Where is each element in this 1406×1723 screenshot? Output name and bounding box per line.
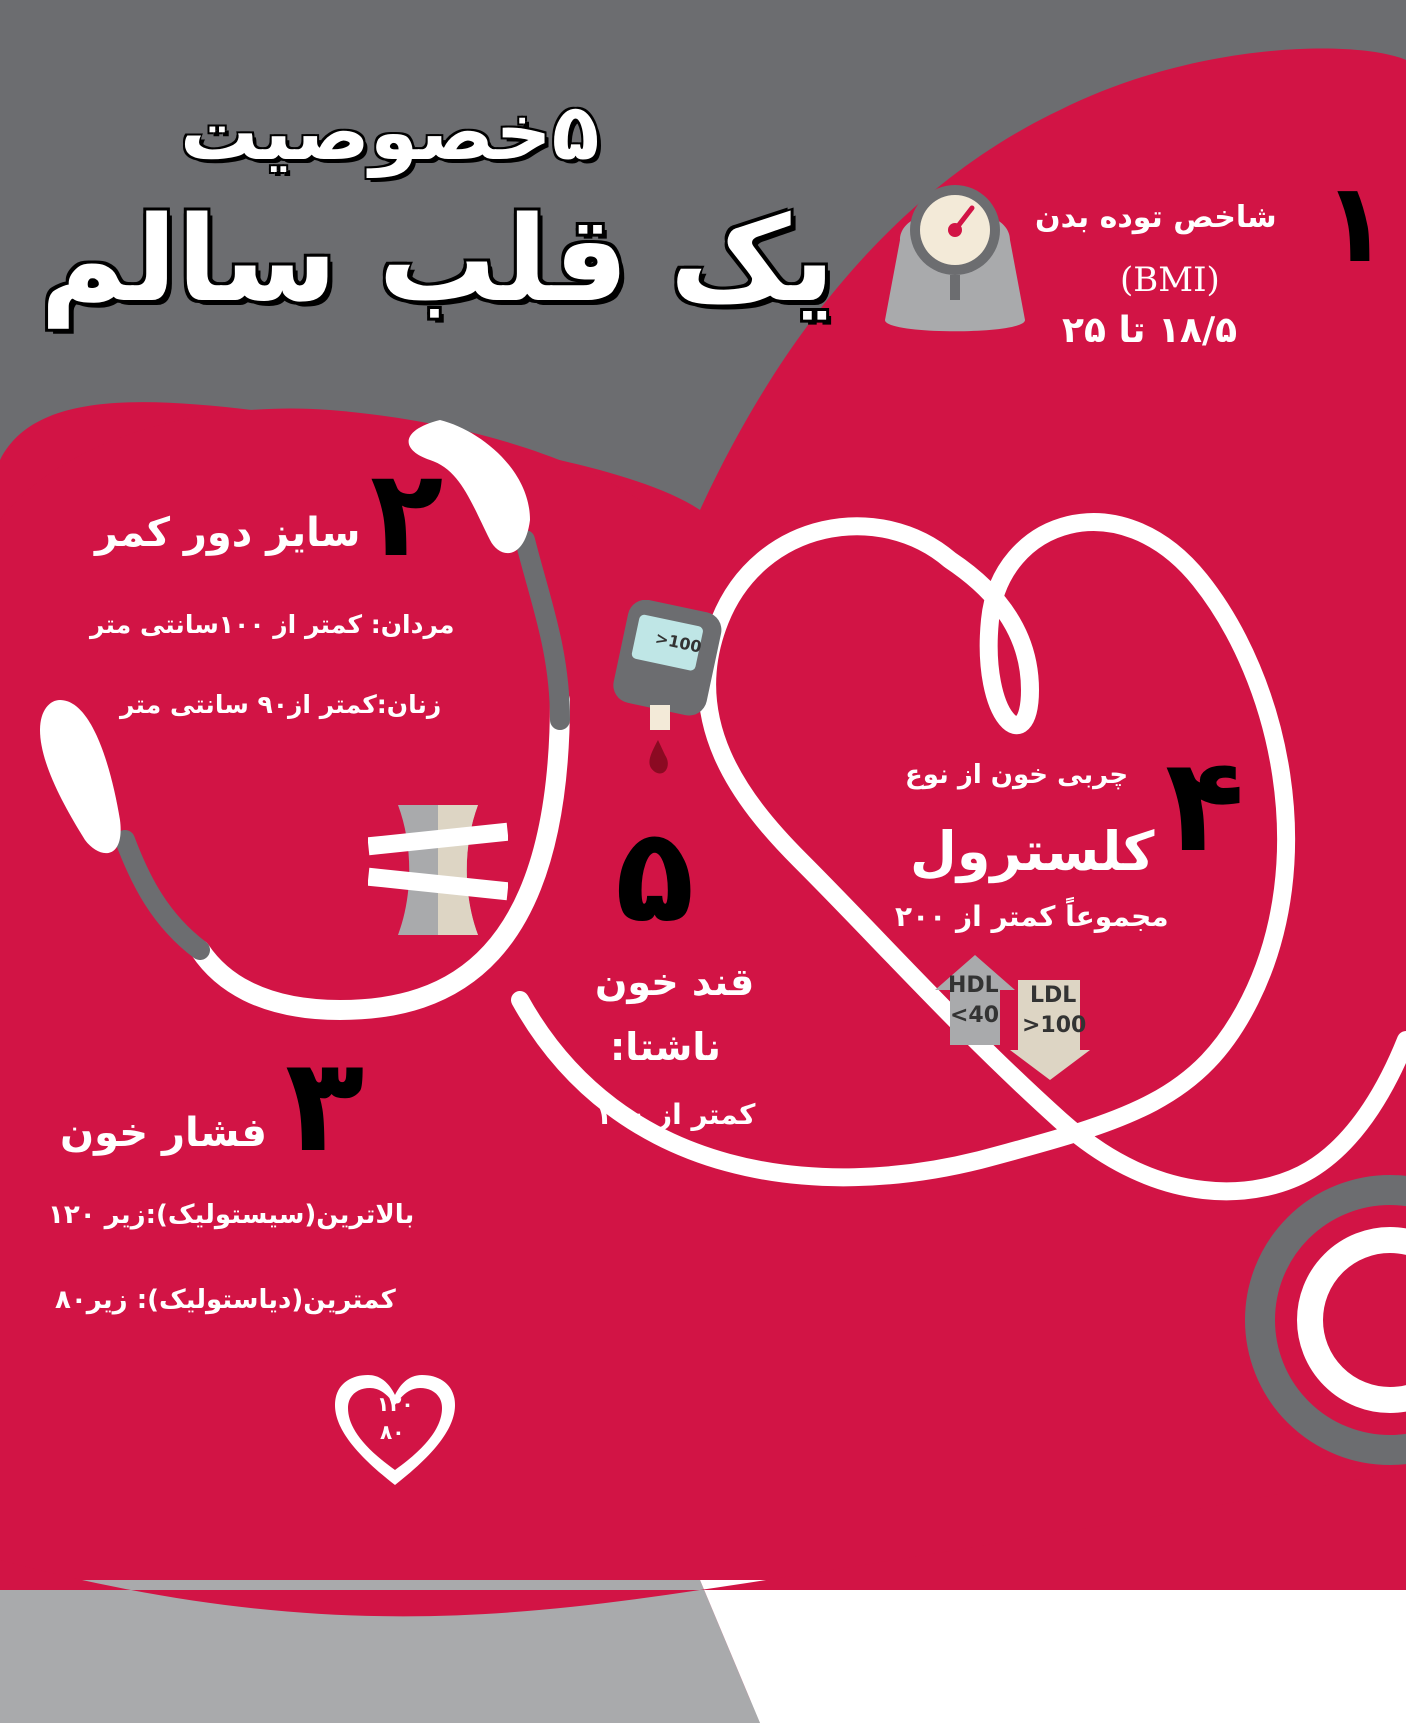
- item4-number: ۴: [1165, 729, 1245, 881]
- item1-heading: شاخص توده بدن: [1035, 200, 1277, 235]
- scale-icon: [880, 180, 1030, 340]
- ldl-label: LDL: [1030, 983, 1077, 1008]
- item1-abbr: (BMI): [1120, 260, 1220, 300]
- item4-value: مجموعاً کمتر از ۲۰۰: [895, 900, 1169, 933]
- hdl-value: <40: [950, 1003, 1000, 1028]
- title-line1: ۵خصوصیت: [180, 88, 600, 178]
- item5-heading-line1: قند خون: [595, 960, 755, 1004]
- item1-number: ۱: [1322, 159, 1390, 287]
- item3-line2: کمترین(دیاستولیک): زیر۸۰: [55, 1285, 396, 1315]
- hdl-label: HDL: [948, 973, 999, 998]
- item5-value: کمتر از ۱۰۰: [595, 1098, 756, 1131]
- item1-value: ۱۸/۵ تا ۲۵: [1062, 310, 1238, 351]
- glucose-meter-icon: [610, 600, 730, 800]
- item5-number: ۵: [615, 799, 695, 951]
- title-line2: یک قلب سالم: [40, 190, 835, 328]
- ldl-value: >100: [1022, 1013, 1087, 1038]
- item3-number: ۳: [285, 1029, 365, 1181]
- bp-icon-bottom: ۸۰: [380, 1420, 405, 1444]
- item3-heading: فشار خون: [60, 1110, 267, 1156]
- item4-pre: چربی خون از نوع: [905, 760, 1129, 790]
- item2-heading: سایز دور کمر: [95, 510, 361, 556]
- item4-heading: کلسترول: [910, 820, 1155, 883]
- meter-value: >100: [653, 628, 704, 657]
- item2-line1: مردان: کمتر از ۱۰۰سانتی متر: [90, 610, 455, 639]
- waist-measure-icon: [368, 795, 508, 945]
- item3-line1: بالاترین(سیستولیک):زیر ۱۲۰: [48, 1200, 415, 1230]
- item2-line2: زنان:کمتر از۹۰ سانتی متر: [120, 690, 442, 719]
- item2-number: ۲: [370, 445, 444, 584]
- item5-heading-line2: ناشتا:: [610, 1025, 721, 1069]
- bp-icon-top: ۱۲۰: [377, 1392, 414, 1416]
- bottom-white-corner: [700, 1580, 1406, 1723]
